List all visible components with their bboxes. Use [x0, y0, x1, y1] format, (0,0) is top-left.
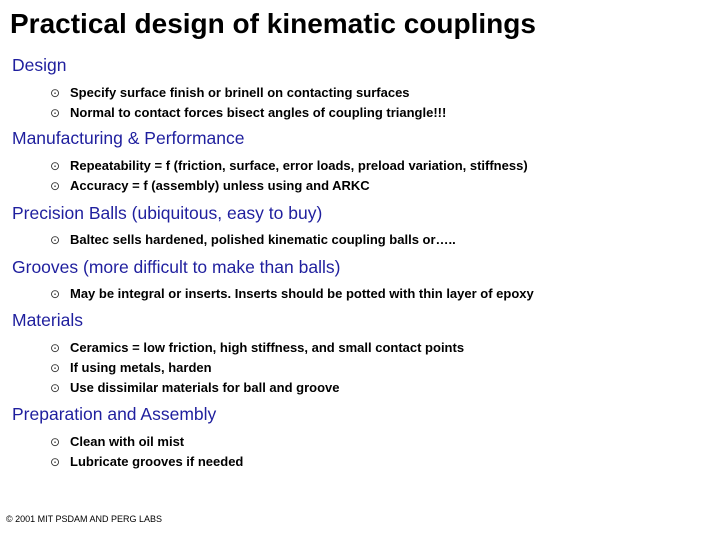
bullet-text: May be integral or inserts. Inserts should be potted with thin layer of epoxy [70, 286, 534, 301]
bullet-item [50, 158, 528, 173]
bullet-text: Use dissimilar materials for ball and groove [70, 380, 340, 395]
bullet-item [50, 434, 184, 449]
bullet-item [50, 178, 370, 193]
section-heading-grooves: Grooves (more difficult to make than balls) [12, 257, 341, 277]
bullet-item [50, 340, 464, 355]
bullet-item [50, 454, 243, 469]
bullet-item [50, 232, 456, 247]
bullet-text: Normal to contact forces bisect angles of coupling triangle!!! [70, 105, 447, 120]
bullet-text: Accuracy = f (assembly) unless using and ARKC [70, 178, 370, 193]
bullet-text: Ceramics = low friction, high stiffness, and small contact points [70, 340, 465, 355]
circled-dot-bullet-icon: ⊙ [50, 178, 61, 193]
section-heading-manufacturing: Manufacturing & Performance [12, 128, 245, 148]
section-heading-design: Design [12, 55, 67, 75]
copyright-footer: © 2001 MIT PSDAM AND PERG LABS [6, 514, 163, 524]
bullet-text: Baltec sells hardened, polished kinematic coupling balls or….. [70, 232, 456, 247]
slide-title: Practical design of kinematic couplings [10, 8, 536, 39]
circled-dot-bullet-icon: ⊙ [50, 340, 61, 355]
bullet-text: Repeatability = f (friction, surface, error loads, preload variation, stiffness) [70, 158, 528, 173]
bullet-text: Lubricate grooves if needed [70, 454, 244, 469]
bullet-text: If using metals, harden [70, 360, 212, 375]
bullet-item [50, 85, 410, 100]
circled-dot-bullet-icon: ⊙ [50, 286, 61, 301]
circled-dot-bullet-icon: ⊙ [50, 434, 61, 449]
section-heading-precision-balls: Precision Balls (ubiquitous, easy to buy) [12, 203, 323, 223]
bullet-item [50, 286, 534, 301]
bullet-item [50, 105, 446, 120]
section-heading-preparation: Preparation and Assembly [12, 404, 217, 424]
circled-dot-bullet-icon: ⊙ [50, 158, 61, 173]
circled-dot-bullet-icon: ⊙ [50, 454, 61, 469]
circled-dot-bullet-icon: ⊙ [50, 360, 61, 375]
circled-dot-bullet-icon: ⊙ [50, 380, 61, 395]
section-heading-materials: Materials [12, 310, 83, 330]
circled-dot-bullet-icon: ⊙ [50, 85, 61, 100]
bullet-text: Specify surface finish or brinell on contacting surfaces [70, 85, 410, 100]
circled-dot-bullet-icon: ⊙ [50, 232, 61, 247]
bullet-item [50, 380, 339, 395]
circled-dot-bullet-icon: ⊙ [50, 105, 61, 120]
bullet-text: Clean with oil mist [70, 434, 185, 449]
bullet-item [50, 360, 212, 375]
